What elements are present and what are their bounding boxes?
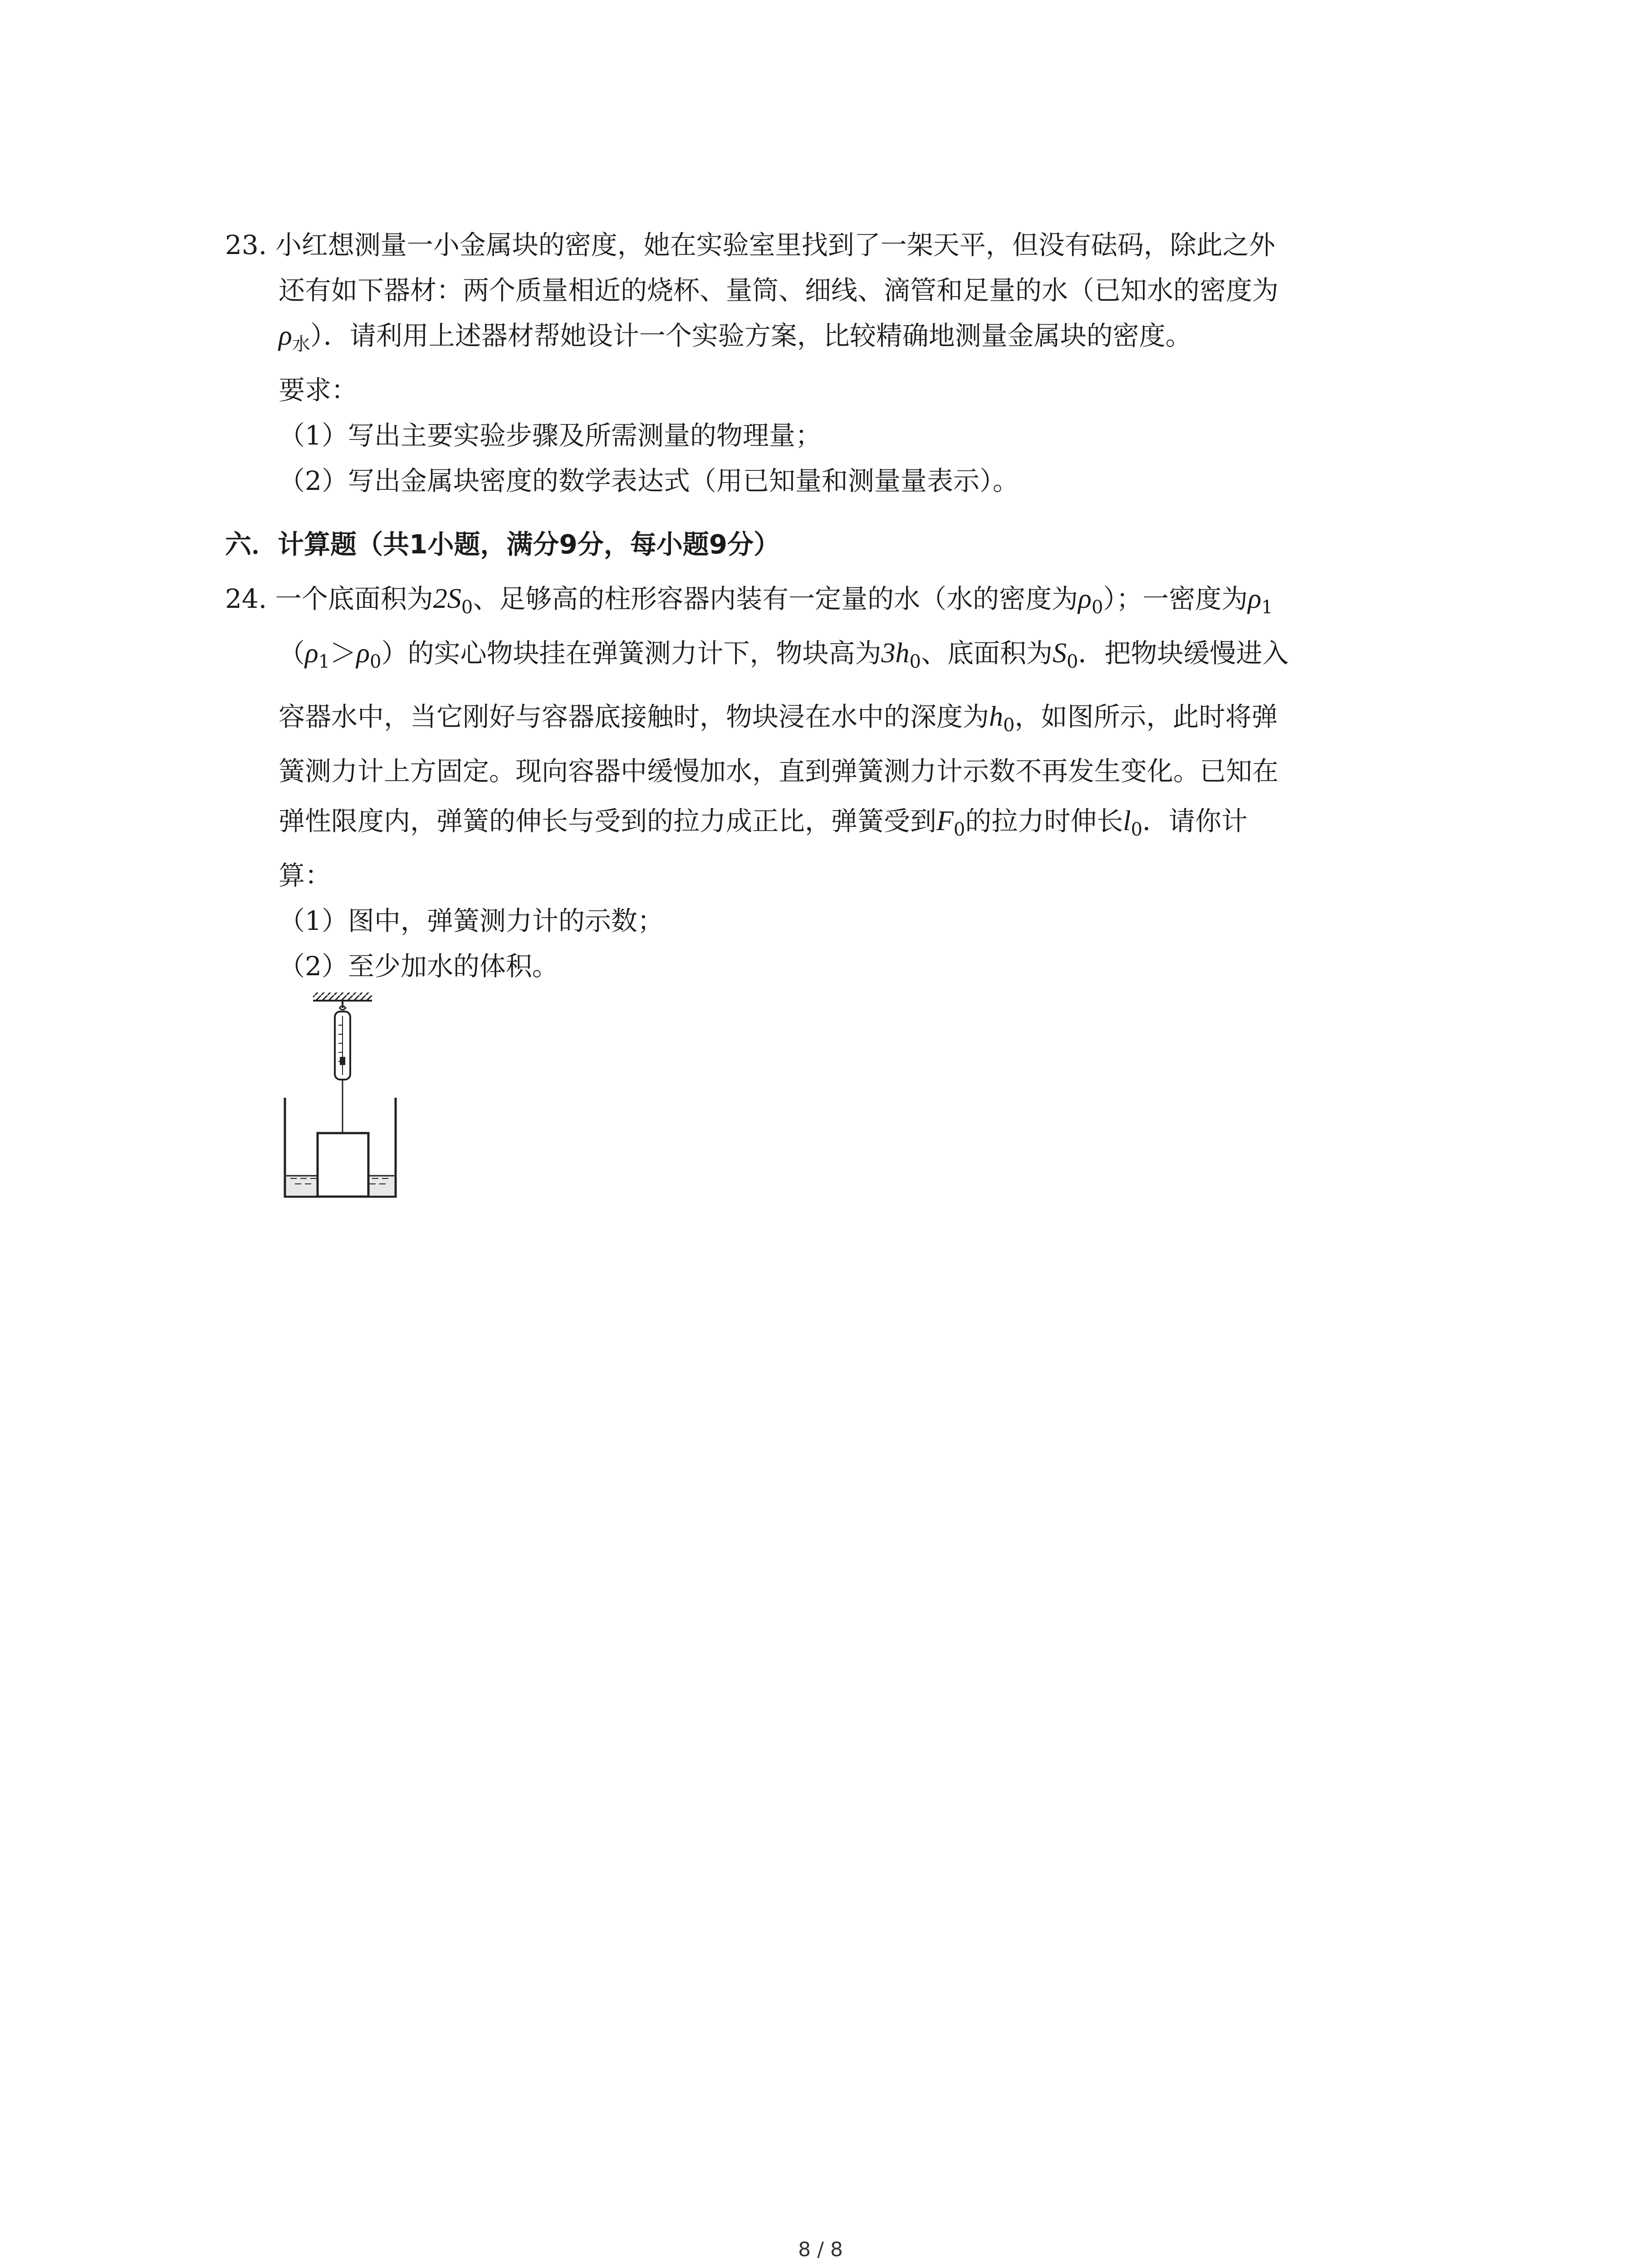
q24-line5: 弹性限度内，弹簧的伸长与受到的拉力成正比，弹簧受到$F_0$的拉力时伸长$l_0$．请你计 (279, 806, 1248, 840)
q24-line6: 算： (279, 860, 332, 891)
q24-number: 24. (225, 583, 267, 614)
ceiling-support (313, 992, 372, 1001)
q24-line4: 簧测力计上方固定。现向容器中缓慢加水，直到弹簧测力计示数不再发生变化。已知在 (279, 756, 1279, 787)
q24-subquestion-1: （1）图中，弹簧测力计的示数； (279, 905, 664, 936)
q23-line3: $\rho_水$）．请利用上述器材帮她设计一个实验方案，比较精确地测量金属块的密度。 (279, 320, 1192, 355)
q23-requirement-2: （2）写出金属块密度的数学表达式（用已知量和测量量表示）。 (279, 465, 1019, 496)
q24-line3: 容器水中，当它刚好与容器底接触时，物块浸在水中的深度为$h_0$，如图所示，此时将弹 (279, 701, 1278, 736)
page-number: 8 / 8 (798, 2238, 843, 2261)
metal-block (318, 1133, 368, 1197)
q23-number: 23. (225, 230, 267, 260)
q23-line1: 23. 小红想测量一小金属块的密度，她在实验室里找到了一架天平，但没有砝码，除此之外 (225, 230, 1275, 260)
spring-scale (335, 1001, 350, 1133)
q23-line2: 还有如下器材：两个质量相近的烧杯、量筒、细线、滴管和足量的水（已知水的密度为 (279, 275, 1279, 306)
spring-scale-figure (277, 989, 413, 1216)
section-title: 六．计算题（共1小题，满分9分，每小题9分） (225, 529, 780, 560)
q24-line1: 24. 一个底面积为$2S_0$、足够高的柱形容器内装有一定量的水（水的密度为$\rho_0$）；一密度为$\rho_1$ (225, 583, 1273, 618)
q23-requirement-1: （1）写出主要实验步骤及所需测量的物理量； (279, 420, 822, 451)
q24-subquestion-2: （2）至少加水的体积。 (279, 951, 558, 982)
q23-requirements-label: 要求： (279, 375, 358, 406)
q24-line2: $(\rho_1>\rho_0)$的实心物块挂在弹簧测力计下，物块高为$3h_0$、底面积为$S_0$．把物块缓慢进入 (279, 638, 1289, 672)
